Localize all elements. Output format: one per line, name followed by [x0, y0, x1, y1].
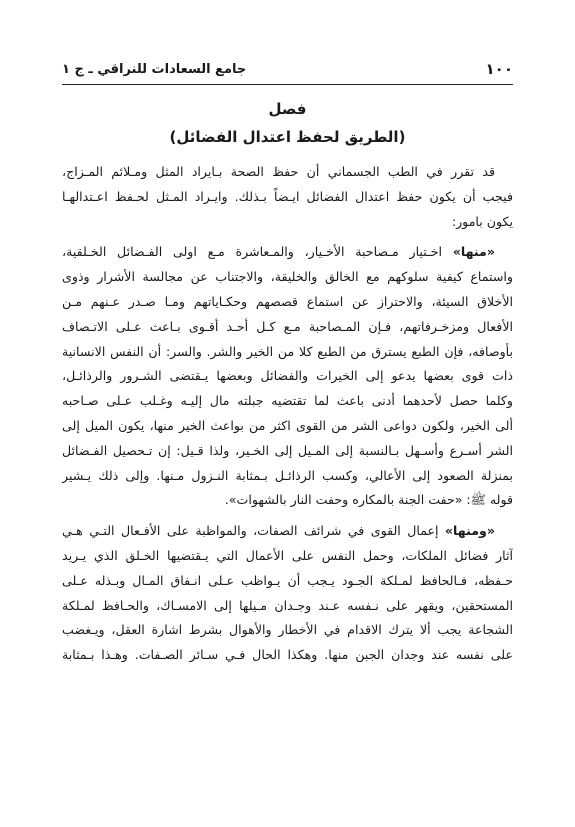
text-line: بأوصافه، فإن الطبع يسترق من الطبع كلا من الخير والشر. والسر: أن النفس الانسانية [62, 343, 513, 359]
text-line: الأفعال ومزخـرفاتهم، فـإن المـصاحبة مـع كـل أحـد أقـوى بـاعث عـلى الاتـصاف [62, 318, 513, 334]
section-subheading: (الطريق لحفظ اعتدال الفضائل) [169, 128, 406, 146]
text-line: ذات قوى بعضها يدعو إلى الخيرات والفضائل وبعضها يـقتضى الشـرور والرذائـل، [62, 368, 513, 384]
text-line: الأخلاق السيئة، والاحتراز عن استماع قصصهم وحكـاياتهم ومـا صـدر عـنهم مـن [62, 293, 513, 309]
text-line: وكلما حصل لأحدهما أدنى باعث لما تقتضيه جبلته مال إليـه وغـلب عـلى صـاحبه [62, 393, 513, 409]
text-line [62, 519, 513, 544]
page-number: ١٠٠ [485, 60, 513, 78]
text-line: واستماع كيفية سلوكهم مع الخالق والخليقة، والاجتناب عن مجالسة الأشرار وذوى [62, 269, 513, 285]
text-line-content: اخـتيار مـصاحبة الأخـيار، والمـعاشرة مـع اولى الفـضائل الخـلقية، [62, 244, 453, 260]
section-heading: فصل [268, 100, 307, 118]
text-line: حـفظه، فـالحافظ لمـلكة الجـود يـجب أن يـواظب عـلى انـفاق المـال وبـذله عـلى [62, 572, 513, 588]
text-line: ألى الخير، ولكون دواعى الشر من القوى اكثر من بواعث الخير منها، يكون الميل إلى [62, 417, 513, 433]
text-line: آثار فضائل الملكات، وحمل النفس على الأعمال التي يـقتضيها الخـلق الذي يـريد [62, 547, 513, 563]
running-header [62, 58, 513, 85]
text-line: بمنزلة الصعود إلى الأعالي، وكسب الرذائـل بـمثابة النـزول مـنها. وإلى ذلك يـشير [62, 467, 513, 483]
paragraph-1 [62, 160, 513, 234]
text-line [62, 240, 513, 265]
paragraph-3 [62, 519, 513, 668]
paragraph-marker: «منها» [452, 244, 495, 260]
text-line-content: إعمال القوى في شرائف الصفات، والمواظبة على الأفـعال التـي هـي [62, 523, 445, 539]
body-text [62, 160, 513, 668]
text-line: فيجب أن يكون حفظ اعتدال الفضائل ايـضاً بـذلك. وايـراد المـثل لحـفظ اعـتدالهـا [62, 188, 513, 204]
text-line: يكون بامور: [451, 213, 513, 229]
paragraph-2 [62, 240, 513, 513]
text-line: على نفسه عند وجدان الجبن منها. وهكذا الحال فـي سـائر الصـفات. وهـذا بـمثابة [62, 647, 513, 663]
book-title: جامع السعادات للنراقي ـ ج ١ [62, 62, 247, 77]
text-line: قوله ﷺ: «حفت الجنة بالمكاره وحفت النار بالشهوات». [224, 492, 513, 508]
text-line: الشر أسـرع وأسـهل بـالنسبة إلى المـيل إلى الخـير، ولذا قـيل: إن تـحصيل الفـضائل [62, 442, 513, 458]
text-line: الشجاعة يجب ألا يترك الاقدام في الأخطار والأهوال بشرط اشارة العقل، ويـغضب [62, 622, 513, 638]
text-line: المستحقين، ويقهر على نـفسه عـند وجـدان مـيلها إلى الامسـاك، والحـافظ لمـلكة [62, 597, 513, 613]
paragraph-marker: «ومنها» [444, 523, 495, 539]
text-line: قد تقرر في الطب الجسماني أن حفظ الصحة بـايراد المثل ومـلائم المـزاج، [62, 164, 495, 179]
